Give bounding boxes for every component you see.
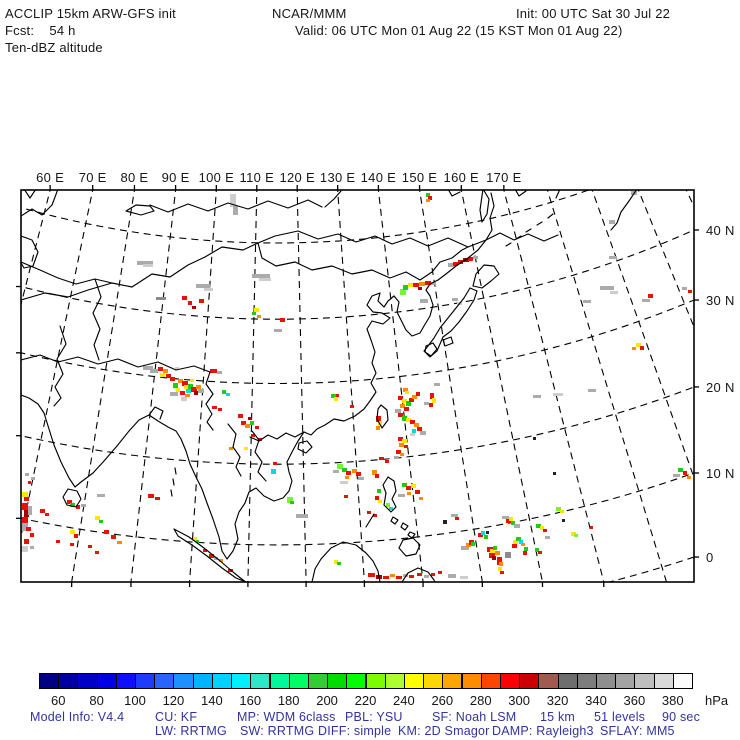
colorbar-tick-label: 380 bbox=[661, 693, 684, 708]
model-info-token: SW: RRTMG bbox=[240, 724, 315, 738]
lat-axis-label: 10 N bbox=[706, 465, 735, 481]
model-info-token: MP: WDM 6class bbox=[237, 710, 336, 724]
lon-axis-label: 150 E bbox=[401, 170, 438, 185]
colorbar-segment bbox=[250, 673, 270, 689]
model-info-token: PBL: YSU bbox=[345, 710, 403, 724]
colorbar-segment bbox=[97, 673, 117, 689]
colorbar-tick-label: 80 bbox=[89, 693, 104, 708]
colorbar-segment bbox=[58, 673, 78, 689]
colorbar-segment bbox=[538, 673, 558, 689]
colorbar-segment bbox=[634, 673, 654, 689]
colorbar-segment bbox=[558, 673, 578, 689]
colorbar-segment bbox=[135, 673, 155, 689]
lat-axis-label: 0 bbox=[706, 550, 714, 566]
model-info-token: 15 km bbox=[540, 710, 576, 724]
colorbar-segment bbox=[39, 673, 59, 689]
org-label: NCAR/MMM bbox=[272, 6, 347, 21]
colorbar-segment bbox=[519, 673, 539, 689]
field-name: Ten-dBZ altitude bbox=[5, 40, 103, 55]
colorbar-segment bbox=[404, 673, 424, 689]
lat-axis-label: 20 N bbox=[706, 379, 735, 395]
axis-ticks bbox=[16, 185, 699, 587]
colorbar-segment bbox=[500, 673, 520, 689]
forecast-hour: Fcst: 54 h bbox=[5, 23, 76, 38]
map-border bbox=[21, 190, 694, 582]
colorbar-tick-label: 100 bbox=[124, 693, 146, 708]
colorbar-segment bbox=[385, 673, 405, 689]
model-info-token: Model Info: V4.4 bbox=[30, 710, 125, 724]
lon-axis-label: 160 E bbox=[443, 170, 480, 185]
colorbar-segment bbox=[423, 673, 443, 689]
colorbar-segment bbox=[289, 673, 309, 689]
colorbar-tick-label: 160 bbox=[239, 693, 262, 708]
colorbar-segment bbox=[366, 673, 386, 689]
colorbar-segment bbox=[346, 673, 366, 689]
lon-axis-label: 110 E bbox=[239, 170, 275, 185]
init-time-label: Init: 00 UTC Sat 30 Jul 22 bbox=[516, 6, 671, 21]
colorbar-segment bbox=[308, 673, 328, 689]
lon-axis-label: 120 E bbox=[279, 170, 315, 185]
coastlines-borders bbox=[21, 189, 637, 582]
colorbar-segment bbox=[596, 673, 616, 689]
model-info-token: DIFF: simple bbox=[318, 724, 392, 738]
lon-axis-label: 100 E bbox=[198, 170, 235, 185]
colorbar-tick-label: 180 bbox=[277, 693, 300, 708]
colorbar-tick-label: 360 bbox=[623, 693, 646, 708]
colorbar-segment bbox=[193, 673, 213, 689]
colorbar-segment bbox=[577, 673, 597, 689]
colorbar-tick-label: 280 bbox=[469, 693, 492, 708]
colorbar-unit-label: hPa bbox=[705, 693, 729, 708]
colorbar-segment bbox=[442, 673, 462, 689]
model-info-token: 51 levels bbox=[594, 710, 646, 724]
lon-axis-label: 140 E bbox=[360, 170, 397, 185]
model-info-token: KM: 2D Smagor bbox=[398, 724, 490, 738]
colorbar-tick-label: 140 bbox=[200, 693, 223, 708]
colorbar-segment bbox=[116, 673, 136, 689]
colorbar-tick-label: 200 bbox=[316, 693, 338, 708]
colorbar-segment bbox=[462, 673, 482, 689]
valid-time-label: Valid: 06 UTC Mon 01 Aug 22 (15 KST Mon 01 Aug 22) bbox=[295, 23, 623, 38]
lon-axis-label: 70 E bbox=[78, 170, 107, 185]
colorbar-segment bbox=[327, 673, 347, 689]
lon-axis-label: 170 E bbox=[486, 170, 522, 185]
model-info-token: LW: RRTMG bbox=[155, 724, 227, 738]
colorbar-tick-label: 340 bbox=[585, 693, 607, 708]
colorbar-segment bbox=[212, 673, 232, 689]
colorbar-segment bbox=[231, 673, 251, 689]
colorbar-segment bbox=[77, 673, 97, 689]
lon-axis-label: 60 E bbox=[36, 170, 65, 185]
colorbar-tick-label: 300 bbox=[508, 693, 530, 708]
plot-title: ACCLIP 15km ARW-GFS init bbox=[5, 6, 176, 21]
model-info-token: DAMP: Rayleigh3 bbox=[492, 724, 594, 738]
colorbar-tick-label: 220 bbox=[354, 693, 377, 708]
colorbar-tick-label: 320 bbox=[546, 693, 569, 708]
colorbar-segment bbox=[481, 673, 501, 689]
colorbar-tick-label: 240 bbox=[393, 693, 415, 708]
radar-echoes bbox=[20, 191, 692, 579]
model-info-token: SFLAY: MM5 bbox=[600, 724, 675, 738]
lat-axis-label: 40 N bbox=[706, 222, 735, 238]
model-info-token: CU: KF bbox=[155, 710, 198, 724]
model-info-token: SF: Noah LSM bbox=[432, 710, 517, 724]
lon-axis-label: 80 E bbox=[120, 170, 149, 185]
colorbar-segment bbox=[673, 673, 693, 689]
colorbar-segment bbox=[615, 673, 635, 689]
lon-axis-label: 90 E bbox=[161, 170, 190, 185]
colorbar-segment bbox=[154, 673, 174, 689]
colorbar-tick-label: 120 bbox=[162, 693, 185, 708]
lat-axis-label: 30 N bbox=[706, 293, 735, 309]
colorbar-segment bbox=[654, 673, 674, 689]
model-info-token: 90 sec bbox=[662, 710, 701, 724]
lon-axis-label: 130 E bbox=[319, 170, 356, 185]
colorbar-segment bbox=[270, 673, 290, 689]
colorbar-tick-label: 260 bbox=[431, 693, 454, 708]
colorbar-segment bbox=[173, 673, 193, 689]
colorbar-tick-label: 60 bbox=[50, 693, 66, 708]
